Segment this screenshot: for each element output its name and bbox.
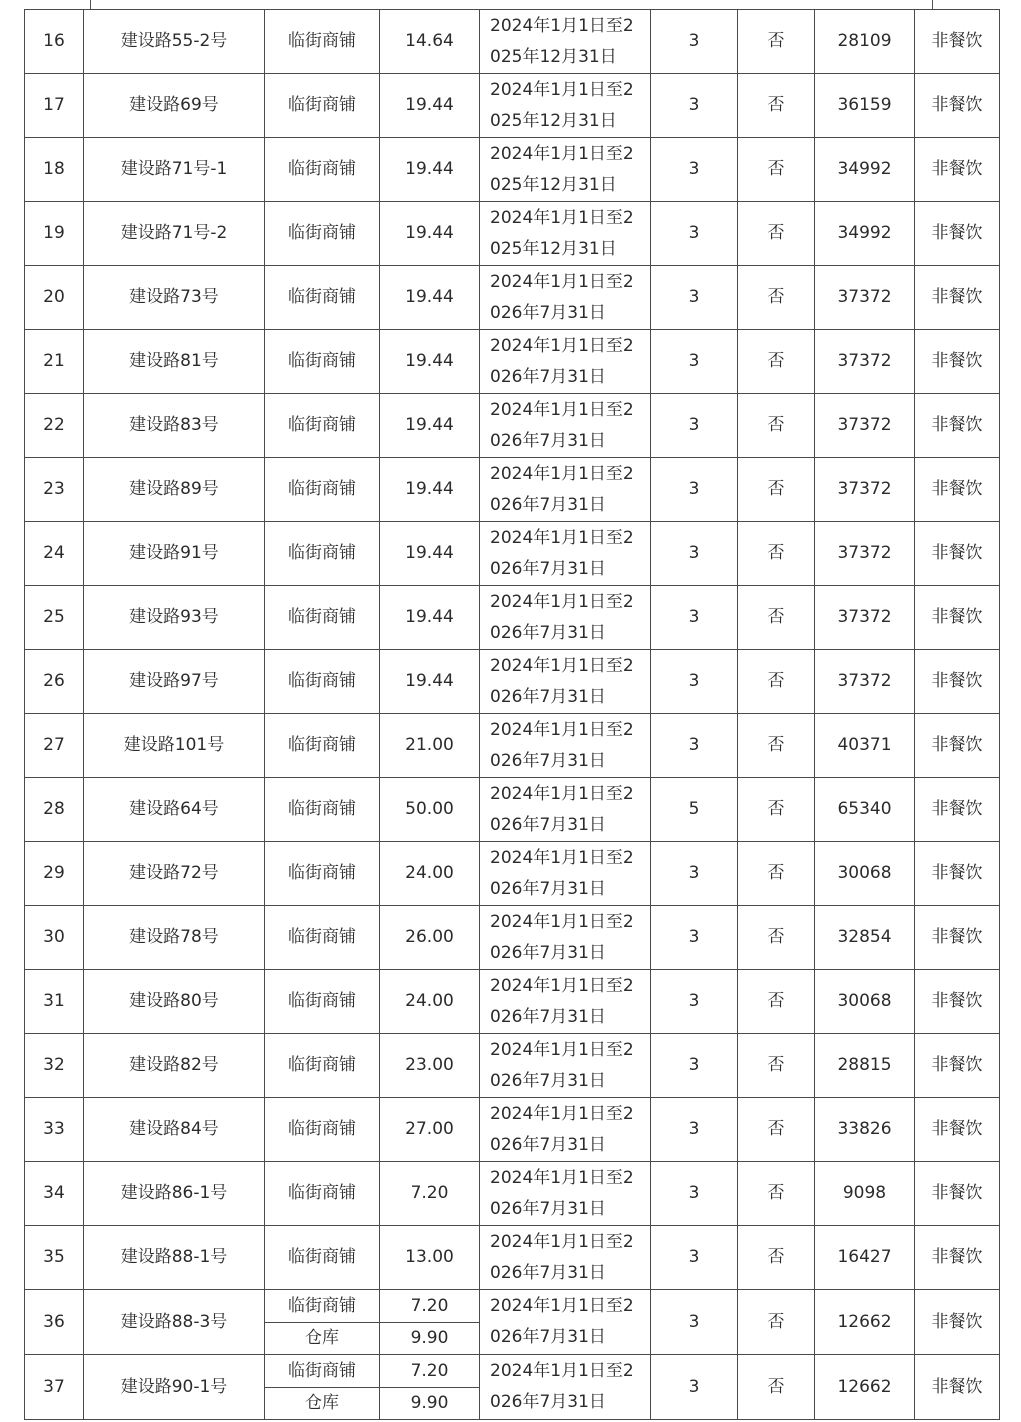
- usage-cell: 非餐饮: [915, 586, 1000, 650]
- row-number-cell: 32: [25, 1034, 84, 1098]
- lease-period-cell: [480, 1034, 651, 1098]
- usage-cell: 非餐饮: [915, 1290, 1000, 1355]
- table-row: [25, 522, 1000, 586]
- lease-period-cell: [480, 522, 651, 586]
- area-cell: 9.90: [380, 1322, 480, 1355]
- table-row: [25, 1290, 1000, 1323]
- usage-cell: 非餐饮: [915, 394, 1000, 458]
- lease-period-line: 026年7月31日: [490, 686, 606, 707]
- unit-type-cell: 临街商铺: [265, 74, 380, 138]
- row-number-cell: 28: [25, 778, 84, 842]
- lease-years-cell: 3: [651, 458, 738, 522]
- unit-type-cell: 临街商铺: [265, 1034, 380, 1098]
- price-cell: 36159: [815, 74, 915, 138]
- lease-period-cell: [480, 202, 651, 266]
- lease-years-cell: 3: [651, 1098, 738, 1162]
- price-cell: 34992: [815, 202, 915, 266]
- table-row: [25, 1162, 1000, 1226]
- row-number-cell: 37: [25, 1355, 84, 1420]
- unit-type-cell: 临街商铺: [265, 1355, 380, 1388]
- price-cell: 32854: [815, 906, 915, 970]
- lease-period-cell: [480, 10, 651, 74]
- flag-cell: 否: [738, 458, 815, 522]
- lease-period-line: 026年7月31日: [490, 814, 606, 835]
- row-number-cell: 36: [25, 1290, 84, 1355]
- row-number-cell: 35: [25, 1226, 84, 1290]
- address-cell: 建设路91号: [84, 522, 265, 586]
- unit-type-cell: 临街商铺: [265, 1162, 380, 1226]
- area-cell: 7.20: [380, 1162, 480, 1226]
- lease-years-cell: 3: [651, 1355, 738, 1420]
- lease-period-line: 026年7月31日: [490, 558, 606, 579]
- lease-years-cell: 3: [651, 266, 738, 330]
- lease-period-line: 2024年1月1日至2: [490, 207, 634, 228]
- row-number-cell: 24: [25, 522, 84, 586]
- unit-type-cell: 临街商铺: [265, 586, 380, 650]
- address-cell: 建设路90-1号: [84, 1355, 265, 1420]
- area-cell: 19.44: [380, 74, 480, 138]
- unit-type-cell: 临街商铺: [265, 778, 380, 842]
- unit-type-cell: 临街商铺: [265, 138, 380, 202]
- address-cell: 建设路82号: [84, 1034, 265, 1098]
- usage-cell: 非餐饮: [915, 330, 1000, 394]
- row-number-cell: 19: [25, 202, 84, 266]
- flag-cell: 否: [738, 330, 815, 394]
- lease-period-line: 2024年1月1日至2: [490, 1167, 634, 1188]
- lease-years-cell: 3: [651, 1034, 738, 1098]
- flag-cell: 否: [738, 1098, 815, 1162]
- row-number-cell: 33: [25, 1098, 84, 1162]
- lease-years-cell: 3: [651, 650, 738, 714]
- row-number-cell: 21: [25, 330, 84, 394]
- usage-cell: 非餐饮: [915, 970, 1000, 1034]
- area-cell: 9.90: [380, 1387, 480, 1420]
- lease-years-cell: 3: [651, 970, 738, 1034]
- lease-table: [24, 9, 1000, 1420]
- price-cell: 30068: [815, 970, 915, 1034]
- area-cell: 21.00: [380, 714, 480, 778]
- table-row: [25, 330, 1000, 394]
- address-cell: 建设路97号: [84, 650, 265, 714]
- lease-period-cell: [480, 970, 651, 1034]
- address-cell: 建设路83号: [84, 394, 265, 458]
- table-row: [25, 650, 1000, 714]
- lease-years-cell: 3: [651, 10, 738, 74]
- usage-cell: 非餐饮: [915, 906, 1000, 970]
- lease-period-line: 026年7月31日: [490, 494, 606, 515]
- address-cell: 建设路80号: [84, 970, 265, 1034]
- unit-type-cell: 临街商铺: [265, 1226, 380, 1290]
- address-cell: 建设路88-1号: [84, 1226, 265, 1290]
- lease-years-cell: 3: [651, 1226, 738, 1290]
- lease-period-cell: [480, 1098, 651, 1162]
- lease-period-cell: [480, 74, 651, 138]
- flag-cell: 否: [738, 202, 815, 266]
- lease-period-line: 2024年1月1日至2: [490, 591, 634, 612]
- table-row: [25, 10, 1000, 74]
- lease-period-line: 2024年1月1日至2: [490, 975, 634, 996]
- flag-cell: 否: [738, 586, 815, 650]
- usage-cell: 非餐饮: [915, 10, 1000, 74]
- table-row: [25, 138, 1000, 202]
- lease-period-cell: [480, 778, 651, 842]
- flag-cell: 否: [738, 970, 815, 1034]
- table-row: [25, 714, 1000, 778]
- flag-cell: 否: [738, 1226, 815, 1290]
- area-cell: 19.44: [380, 650, 480, 714]
- lease-period-line: 2024年1月1日至2: [490, 79, 634, 100]
- row-number-cell: 22: [25, 394, 84, 458]
- lease-period-line: 2024年1月1日至2: [490, 527, 634, 548]
- lease-period-line: 026年7月31日: [490, 1134, 606, 1155]
- table-row: [25, 74, 1000, 138]
- address-cell: 建设路88-3号: [84, 1290, 265, 1355]
- unit-type-cell: 仓库: [265, 1322, 380, 1355]
- flag-cell: 否: [738, 714, 815, 778]
- area-cell: 24.00: [380, 970, 480, 1034]
- address-cell: 建设路78号: [84, 906, 265, 970]
- lease-years-cell: 3: [651, 586, 738, 650]
- lease-period-line: 2024年1月1日至2: [490, 143, 634, 164]
- lease-period-cell: [480, 842, 651, 906]
- usage-cell: 非餐饮: [915, 1226, 1000, 1290]
- price-cell: 40371: [815, 714, 915, 778]
- area-cell: 26.00: [380, 906, 480, 970]
- lease-period-line: 026年7月31日: [490, 302, 606, 323]
- usage-cell: 非餐饮: [915, 778, 1000, 842]
- unit-type-cell: 临街商铺: [265, 202, 380, 266]
- usage-cell: 非餐饮: [915, 1034, 1000, 1098]
- price-cell: 12662: [815, 1290, 915, 1355]
- lease-period-line: 026年7月31日: [490, 1327, 606, 1347]
- row-number-cell: 30: [25, 906, 84, 970]
- row-number-cell: 20: [25, 266, 84, 330]
- address-cell: 建设路64号: [84, 778, 265, 842]
- area-cell: 7.20: [380, 1355, 480, 1388]
- lease-period-line: 026年7月31日: [490, 366, 606, 387]
- lease-years-cell: 3: [651, 842, 738, 906]
- table-row: [25, 970, 1000, 1034]
- lease-period-cell: [480, 1226, 651, 1290]
- unit-type-cell: 临街商铺: [265, 394, 380, 458]
- area-cell: 19.44: [380, 586, 480, 650]
- usage-cell: 非餐饮: [915, 842, 1000, 906]
- lease-years-cell: 3: [651, 138, 738, 202]
- lease-period-line: 026年7月31日: [490, 878, 606, 899]
- row-number-cell: 31: [25, 970, 84, 1034]
- lease-period-cell: [480, 138, 651, 202]
- address-cell: 建设路81号: [84, 330, 265, 394]
- area-cell: 23.00: [380, 1034, 480, 1098]
- table-row: [25, 202, 1000, 266]
- unit-type-cell: 临街商铺: [265, 522, 380, 586]
- row-number-cell: 16: [25, 10, 84, 74]
- lease-period-cell: [480, 394, 651, 458]
- address-cell: 建设路72号: [84, 842, 265, 906]
- lease-period-cell: [480, 458, 651, 522]
- lease-years-cell: 3: [651, 522, 738, 586]
- lease-period-line: 2024年1月1日至2: [490, 1231, 634, 1252]
- unit-type-cell: 临街商铺: [265, 266, 380, 330]
- unit-type-cell: 临街商铺: [265, 1290, 380, 1323]
- flag-cell: 否: [738, 906, 815, 970]
- price-cell: 28109: [815, 10, 915, 74]
- price-cell: 16427: [815, 1226, 915, 1290]
- address-cell: 建设路69号: [84, 74, 265, 138]
- price-cell: 37372: [815, 330, 915, 394]
- lease-period-line: 2024年1月1日至2: [490, 335, 634, 356]
- usage-cell: 非餐饮: [915, 1098, 1000, 1162]
- table-row: [25, 906, 1000, 970]
- row-number-cell: 34: [25, 1162, 84, 1226]
- flag-cell: 否: [738, 1034, 815, 1098]
- flag-cell: 否: [738, 266, 815, 330]
- usage-cell: 非餐饮: [915, 138, 1000, 202]
- lease-period-line: 2024年1月1日至2: [490, 1039, 634, 1060]
- lease-years-cell: 3: [651, 330, 738, 394]
- table-row: [25, 778, 1000, 842]
- address-cell: 建设路55-2号: [84, 10, 265, 74]
- area-cell: 27.00: [380, 1098, 480, 1162]
- unit-type-cell: 临街商铺: [265, 650, 380, 714]
- lease-period-line: 026年7月31日: [490, 1392, 606, 1412]
- row-number-cell: 17: [25, 74, 84, 138]
- lease-years-cell: 3: [651, 1290, 738, 1355]
- lease-period-line: 2024年1月1日至2: [490, 719, 634, 740]
- unit-type-cell: 仓库: [265, 1387, 380, 1420]
- table-row: [25, 1355, 1000, 1388]
- table-row: [25, 1226, 1000, 1290]
- unit-type-cell: 临街商铺: [265, 10, 380, 74]
- area-cell: 19.44: [380, 266, 480, 330]
- address-cell: 建设路101号: [84, 714, 265, 778]
- flag-cell: 否: [738, 138, 815, 202]
- address-cell: 建设路84号: [84, 1098, 265, 1162]
- lease-period-line: 2024年1月1日至2: [490, 847, 634, 868]
- lease-period-cell: [480, 650, 651, 714]
- flag-cell: 否: [738, 1290, 815, 1355]
- lease-period-line: 2024年1月1日至2: [490, 1103, 634, 1124]
- price-cell: 37372: [815, 522, 915, 586]
- lease-years-cell: 3: [651, 906, 738, 970]
- flag-cell: 否: [738, 522, 815, 586]
- lease-period-line: 2024年1月1日至2: [490, 15, 634, 36]
- row-number-cell: 27: [25, 714, 84, 778]
- address-cell: 建设路89号: [84, 458, 265, 522]
- area-cell: 19.44: [380, 522, 480, 586]
- usage-cell: 非餐饮: [915, 1355, 1000, 1420]
- unit-type-cell: 临街商铺: [265, 970, 380, 1034]
- area-cell: 19.44: [380, 394, 480, 458]
- lease-period-line: 2024年1月1日至2: [490, 463, 634, 484]
- lease-period-line: 2024年1月1日至2: [490, 399, 634, 420]
- area-cell: 19.44: [380, 202, 480, 266]
- unit-type-cell: 临街商铺: [265, 842, 380, 906]
- lease-period-cell: [480, 714, 651, 778]
- usage-cell: 非餐饮: [915, 458, 1000, 522]
- flag-cell: 否: [738, 10, 815, 74]
- unit-type-cell: 临街商铺: [265, 458, 380, 522]
- lease-period-line: 026年7月31日: [490, 1198, 606, 1219]
- lease-period-line: 2024年1月1日至2: [490, 911, 634, 932]
- lease-period-line: 025年12月31日: [490, 46, 617, 67]
- area-cell: 50.00: [380, 778, 480, 842]
- table-row: [25, 394, 1000, 458]
- lease-period-line: 025年12月31日: [490, 238, 617, 259]
- row-number-cell: 23: [25, 458, 84, 522]
- lease-period-cell: [480, 906, 651, 970]
- area-cell: 24.00: [380, 842, 480, 906]
- address-cell: 建设路93号: [84, 586, 265, 650]
- lease-period-line: 2024年1月1日至2: [490, 655, 634, 676]
- address-cell: 建设路71号-2: [84, 202, 265, 266]
- price-cell: 34992: [815, 138, 915, 202]
- flag-cell: 否: [738, 1162, 815, 1226]
- unit-type-cell: 临街商铺: [265, 1098, 380, 1162]
- usage-cell: 非餐饮: [915, 202, 1000, 266]
- address-cell: 建设路73号: [84, 266, 265, 330]
- price-cell: 37372: [815, 586, 915, 650]
- lease-period-line: 026年7月31日: [490, 1262, 606, 1283]
- price-cell: 33826: [815, 1098, 915, 1162]
- lease-period-line: 025年12月31日: [490, 110, 617, 131]
- lease-period-line: 026年7月31日: [490, 750, 606, 771]
- area-cell: 19.44: [380, 330, 480, 394]
- lease-period-line: 025年12月31日: [490, 174, 617, 195]
- price-cell: 37372: [815, 266, 915, 330]
- usage-cell: 非餐饮: [915, 266, 1000, 330]
- table-row: [25, 586, 1000, 650]
- lease-period-line: 026年7月31日: [490, 942, 606, 963]
- usage-cell: 非餐饮: [915, 714, 1000, 778]
- price-cell: 9098: [815, 1162, 915, 1226]
- area-cell: 14.64: [380, 10, 480, 74]
- table-row: [25, 266, 1000, 330]
- table-row: [25, 1034, 1000, 1098]
- usage-cell: 非餐饮: [915, 650, 1000, 714]
- lease-period-line: 2024年1月1日至2: [490, 271, 634, 292]
- usage-cell: 非餐饮: [915, 74, 1000, 138]
- price-cell: 30068: [815, 842, 915, 906]
- lease-years-cell: 3: [651, 394, 738, 458]
- flag-cell: 否: [738, 842, 815, 906]
- lease-years-cell: 5: [651, 778, 738, 842]
- lease-period-line: 026年7月31日: [490, 1006, 606, 1027]
- lease-period-cell: [480, 1355, 651, 1420]
- lease-period-line: 2024年1月1日至2: [490, 1361, 634, 1381]
- lease-period-cell: [480, 586, 651, 650]
- lease-period-cell: [480, 1162, 651, 1226]
- flag-cell: 否: [738, 650, 815, 714]
- lease-period-line: 026年7月31日: [490, 1070, 606, 1091]
- lease-period-line: 2024年1月1日至2: [490, 1296, 634, 1316]
- usage-cell: 非餐饮: [915, 1162, 1000, 1226]
- usage-cell: 非餐饮: [915, 522, 1000, 586]
- lease-years-cell: 3: [651, 202, 738, 266]
- price-cell: 28815: [815, 1034, 915, 1098]
- lease-period-cell: [480, 1290, 651, 1355]
- unit-type-cell: 临街商铺: [265, 906, 380, 970]
- flag-cell: 否: [738, 394, 815, 458]
- lease-years-cell: 3: [651, 714, 738, 778]
- lease-period-line: 026年7月31日: [490, 430, 606, 451]
- row-number-cell: 25: [25, 586, 84, 650]
- price-cell: 65340: [815, 778, 915, 842]
- table-row: [25, 842, 1000, 906]
- address-cell: 建设路86-1号: [84, 1162, 265, 1226]
- area-cell: 13.00: [380, 1226, 480, 1290]
- unit-type-cell: 临街商铺: [265, 714, 380, 778]
- lease-table-body: [25, 10, 1000, 1420]
- area-cell: 7.20: [380, 1290, 480, 1323]
- table-row: [25, 458, 1000, 522]
- area-cell: 19.44: [380, 458, 480, 522]
- lease-period-cell: [480, 330, 651, 394]
- lease-period-line: 2024年1月1日至2: [490, 783, 634, 804]
- lease-period-line: 026年7月31日: [490, 622, 606, 643]
- lease-years-cell: 3: [651, 1162, 738, 1226]
- flag-cell: 否: [738, 1355, 815, 1420]
- row-number-cell: 26: [25, 650, 84, 714]
- price-cell: 37372: [815, 650, 915, 714]
- unit-type-cell: 临街商铺: [265, 330, 380, 394]
- price-cell: 37372: [815, 394, 915, 458]
- lease-years-cell: 3: [651, 74, 738, 138]
- price-cell: 37372: [815, 458, 915, 522]
- area-cell: 19.44: [380, 138, 480, 202]
- price-cell: 12662: [815, 1355, 915, 1420]
- address-cell: 建设路71号-1: [84, 138, 265, 202]
- flag-cell: 否: [738, 778, 815, 842]
- row-number-cell: 18: [25, 138, 84, 202]
- flag-cell: 否: [738, 74, 815, 138]
- table-row: [25, 1098, 1000, 1162]
- lease-period-cell: [480, 266, 651, 330]
- row-number-cell: 29: [25, 842, 84, 906]
